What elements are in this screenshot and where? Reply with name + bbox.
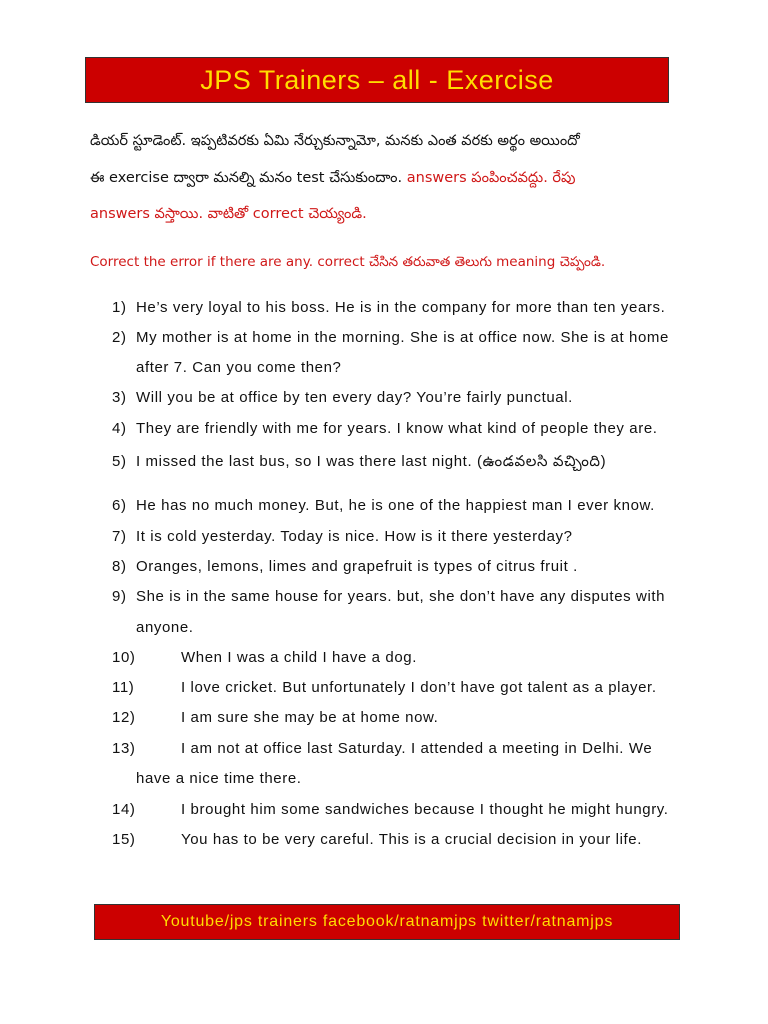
page-title: JPS Trainers – all - Exercise: [200, 64, 554, 95]
exercise-number: 10): [112, 649, 136, 666]
exercise-text: My mother is at home in the morning. She is at office now. She is at home: [136, 329, 669, 346]
exercise-number: 8): [112, 558, 127, 575]
exercise-text-continued: after 7. Can you come then?: [136, 359, 342, 376]
exercise-text: She is in the same house for years. but, she don’t have any disputes with: [136, 588, 666, 605]
exercise-number: 13): [112, 740, 136, 757]
exercise-text-continued: anyone.: [136, 619, 194, 636]
footer-banner: [94, 904, 680, 940]
exercise-text: He has no much money. But, he is one of the happiest man I ever know.: [136, 497, 655, 514]
social-links-text: Youtube/jps trainers facebook/ratnamjps twitter/ratnamjps: [160, 913, 614, 930]
intro-line-2-highlight: answers పంపించవద్దు. రేపు: [406, 170, 576, 186]
exercise-number: 4): [112, 420, 127, 437]
exercise-number: 12): [112, 709, 136, 726]
exercise-text: Will you be at office by ten every day? You’re fairly punctual.: [136, 389, 573, 406]
exercise-text-continued: have a nice time there.: [136, 770, 302, 787]
exercise-number: 11): [112, 679, 135, 696]
exercise-text: It is cold yesterday. Today is nice. How is it there yesterday?: [136, 528, 573, 545]
exercise-number: 15): [112, 831, 136, 848]
exercise-number: 6): [112, 497, 127, 514]
exercise-text: They are friendly with me for years. I know what kind of people they are.: [136, 420, 658, 437]
exercise-number: 7): [112, 528, 127, 545]
exercise-text: I brought him some sandwiches because I thought he might hungry.: [181, 801, 669, 818]
exercise-number: 3): [112, 389, 127, 406]
intro-line-3-highlight: answers వస్తాయి. వాటితో correct చెయ్యండి.: [90, 206, 367, 222]
intro-line-1: డియర్ స్టూడెంట్. ఇప్పటివరకు ఏమి నేర్చుకున్నామో, మనకు ఎంత వరకు అర్థం అయిందో: [90, 133, 580, 149]
exercise-text: You has to be very careful. This is a crucial decision in your life.: [181, 831, 643, 848]
exercise-text: I missed the last bus, so I was there last night. (ఉండవలసి వచ్చింది): [136, 453, 607, 470]
exercise-number: 5): [112, 453, 127, 470]
title-banner: [85, 57, 669, 103]
exercise-number: 9): [112, 588, 127, 605]
intro-line-2-text: ఈ exercise ద్వారా మనల్ని మనం test చేసుకుందాం.: [90, 170, 403, 186]
exercise-text: I love cricket. But unfortunately I don’t have got talent as a player.: [181, 679, 657, 696]
exercise-number: 2): [112, 329, 127, 346]
exercise-number: 1): [112, 299, 127, 316]
exercise-text: When I was a child I have a dog.: [181, 649, 417, 666]
exercise-text: I am not at office last Saturday. I attended a meeting in Delhi. We: [181, 740, 653, 757]
exercise-number: 14): [112, 801, 136, 818]
exercise-text: Oranges, lemons, limes and grapefruit is types of citrus fruit .: [136, 558, 578, 575]
intro-line-2: [90, 170, 690, 190]
exercise-text: He’s very loyal to his boss. He is in the company for more than ten years.: [136, 299, 666, 316]
instruction-text: Correct the error if there are any. correct చేసిన తరువాత తెలుగు meaning చెప్పండి.: [90, 254, 606, 270]
exercise-text: I am sure she may be at home now.: [181, 709, 439, 726]
